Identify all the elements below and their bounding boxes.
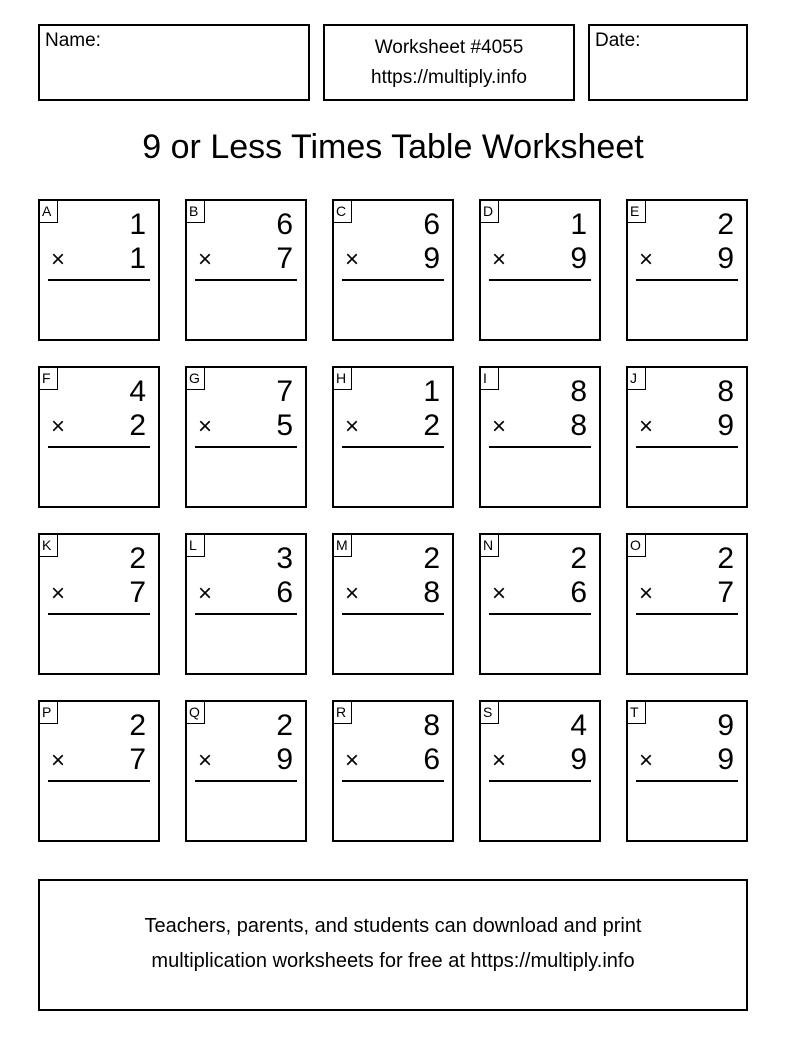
multiply-sign: × (198, 747, 213, 774)
answer-line (636, 279, 738, 281)
multiplicand: 8 (570, 375, 587, 408)
answer-line (48, 279, 150, 281)
worksheet-url: https://multiply.info (371, 67, 527, 88)
problem-card[interactable] (332, 700, 454, 842)
multiplicand: 6 (276, 208, 293, 241)
answer-line (342, 279, 444, 281)
problem-letter: S (479, 700, 499, 724)
multiplicand: 1 (570, 208, 587, 241)
multiplier: 8 (570, 409, 587, 442)
problem-card[interactable] (626, 199, 748, 341)
problem-letter: C (332, 199, 352, 223)
multiplier: 7 (129, 576, 146, 609)
multiplicand: 8 (423, 709, 440, 742)
problem-card[interactable] (38, 700, 160, 842)
multiplier: 7 (717, 576, 734, 609)
multiply-sign: × (492, 413, 507, 440)
multiplier: 9 (717, 409, 734, 442)
multiplicand: 7 (276, 375, 293, 408)
answer-line (489, 279, 591, 281)
footer-note (38, 879, 748, 1011)
answer-line (342, 613, 444, 615)
problem-letter: T (626, 700, 646, 724)
problem-letter: F (38, 366, 58, 390)
problem-card[interactable] (185, 199, 307, 341)
multiplicand: 2 (423, 542, 440, 575)
name-field[interactable] (38, 24, 310, 101)
multiply-sign: × (492, 747, 507, 774)
problem-card[interactable] (38, 199, 160, 341)
problem-letter: D (479, 199, 499, 223)
problem-letter: M (332, 533, 352, 557)
multiply-sign: × (51, 747, 66, 774)
problem-letter: J (626, 366, 646, 390)
multiplier: 5 (276, 409, 293, 442)
multiplier: 9 (276, 743, 293, 776)
multiply-sign: × (639, 413, 654, 440)
problem-card[interactable] (38, 533, 160, 675)
problem-letter: N (479, 533, 499, 557)
answer-line (195, 780, 297, 782)
problem-card[interactable] (626, 700, 748, 842)
problem-letter: H (332, 366, 352, 390)
problem-card[interactable] (185, 533, 307, 675)
worksheet-info-box (323, 24, 575, 101)
problem-card[interactable] (479, 700, 601, 842)
multiplier: 9 (717, 743, 734, 776)
page-title: 9 or Less Times Table Worksheet (142, 128, 644, 166)
multiplicand: 9 (717, 709, 734, 742)
multiplier: 9 (423, 242, 440, 275)
problem-letter: P (38, 700, 58, 724)
multiply-sign: × (51, 246, 66, 273)
answer-line (48, 780, 150, 782)
problem-letter: Q (185, 700, 205, 724)
multiply-sign: × (51, 580, 66, 607)
problem-card[interactable] (332, 533, 454, 675)
multiply-sign: × (345, 580, 360, 607)
answer-line (342, 446, 444, 448)
problem-card[interactable] (185, 700, 307, 842)
multiplicand: 2 (717, 208, 734, 241)
multiply-sign: × (198, 580, 213, 607)
answer-line (195, 279, 297, 281)
multiplicand: 2 (570, 542, 587, 575)
multiply-sign: × (492, 246, 507, 273)
multiply-sign: × (198, 413, 213, 440)
footer-line-1: Teachers, parents, and students can download and print (144, 915, 642, 937)
problem-letter: E (626, 199, 646, 223)
multiply-sign: × (492, 580, 507, 607)
problem-letter: O (626, 533, 646, 557)
multiplicand: 1 (423, 375, 440, 408)
multiplicand: 2 (717, 542, 734, 575)
multiplier: 2 (129, 409, 146, 442)
date-label: Date: (595, 30, 641, 51)
multiplier: 6 (423, 743, 440, 776)
multiplier: 7 (129, 743, 146, 776)
problem-card[interactable] (332, 199, 454, 341)
problem-letter: L (185, 533, 205, 557)
multiplicand: 4 (129, 375, 146, 408)
multiply-sign: × (345, 246, 360, 273)
answer-line (195, 446, 297, 448)
multiply-sign: × (639, 580, 654, 607)
multiplicand: 2 (129, 542, 146, 575)
multiplicand: 1 (129, 208, 146, 241)
multiplicand: 6 (423, 208, 440, 241)
answer-line (636, 613, 738, 615)
answer-line (489, 613, 591, 615)
footer-line-2: multiplication worksheets for free at https://multiply.info (151, 950, 635, 972)
multiplier: 2 (423, 409, 440, 442)
problem-card[interactable] (626, 366, 748, 508)
answer-line (195, 613, 297, 615)
multiply-sign: × (345, 413, 360, 440)
multiplicand: 2 (129, 709, 146, 742)
problem-letter: I (479, 366, 499, 390)
worksheet-number: Worksheet #4055 (374, 37, 524, 58)
problem-letter: K (38, 533, 58, 557)
answer-line (636, 446, 738, 448)
multiplier: 8 (423, 576, 440, 609)
multiplicand: 8 (717, 375, 734, 408)
name-label: Name: (45, 30, 101, 51)
problem-card[interactable] (38, 366, 160, 508)
multiply-sign: × (51, 413, 66, 440)
problem-card[interactable] (479, 199, 601, 341)
problem-letter: B (185, 199, 205, 223)
answer-line (489, 780, 591, 782)
answer-line (48, 613, 150, 615)
multiply-sign: × (198, 246, 213, 273)
multiplier: 9 (570, 743, 587, 776)
answer-line (48, 446, 150, 448)
multiplier: 6 (570, 576, 587, 609)
problem-card[interactable] (626, 533, 748, 675)
answer-line (489, 446, 591, 448)
answer-line (636, 780, 738, 782)
problem-card[interactable] (479, 533, 601, 675)
multiplier: 6 (276, 576, 293, 609)
multiplier: 7 (276, 242, 293, 275)
multiplicand: 4 (570, 709, 587, 742)
multiply-sign: × (345, 747, 360, 774)
date-field[interactable] (588, 24, 748, 101)
multiplicand: 2 (276, 709, 293, 742)
problem-card[interactable] (185, 366, 307, 508)
multiplier: 9 (717, 242, 734, 275)
problem-letter: G (185, 366, 205, 390)
problem-card[interactable] (479, 366, 601, 508)
problem-letter: A (38, 199, 58, 223)
multiply-sign: × (639, 747, 654, 774)
answer-line (342, 780, 444, 782)
multiplier: 1 (129, 242, 146, 275)
problem-card[interactable] (332, 366, 454, 508)
multiplicand: 3 (276, 542, 293, 575)
multiplier: 9 (570, 242, 587, 275)
problem-letter: R (332, 700, 352, 724)
multiply-sign: × (639, 246, 654, 273)
